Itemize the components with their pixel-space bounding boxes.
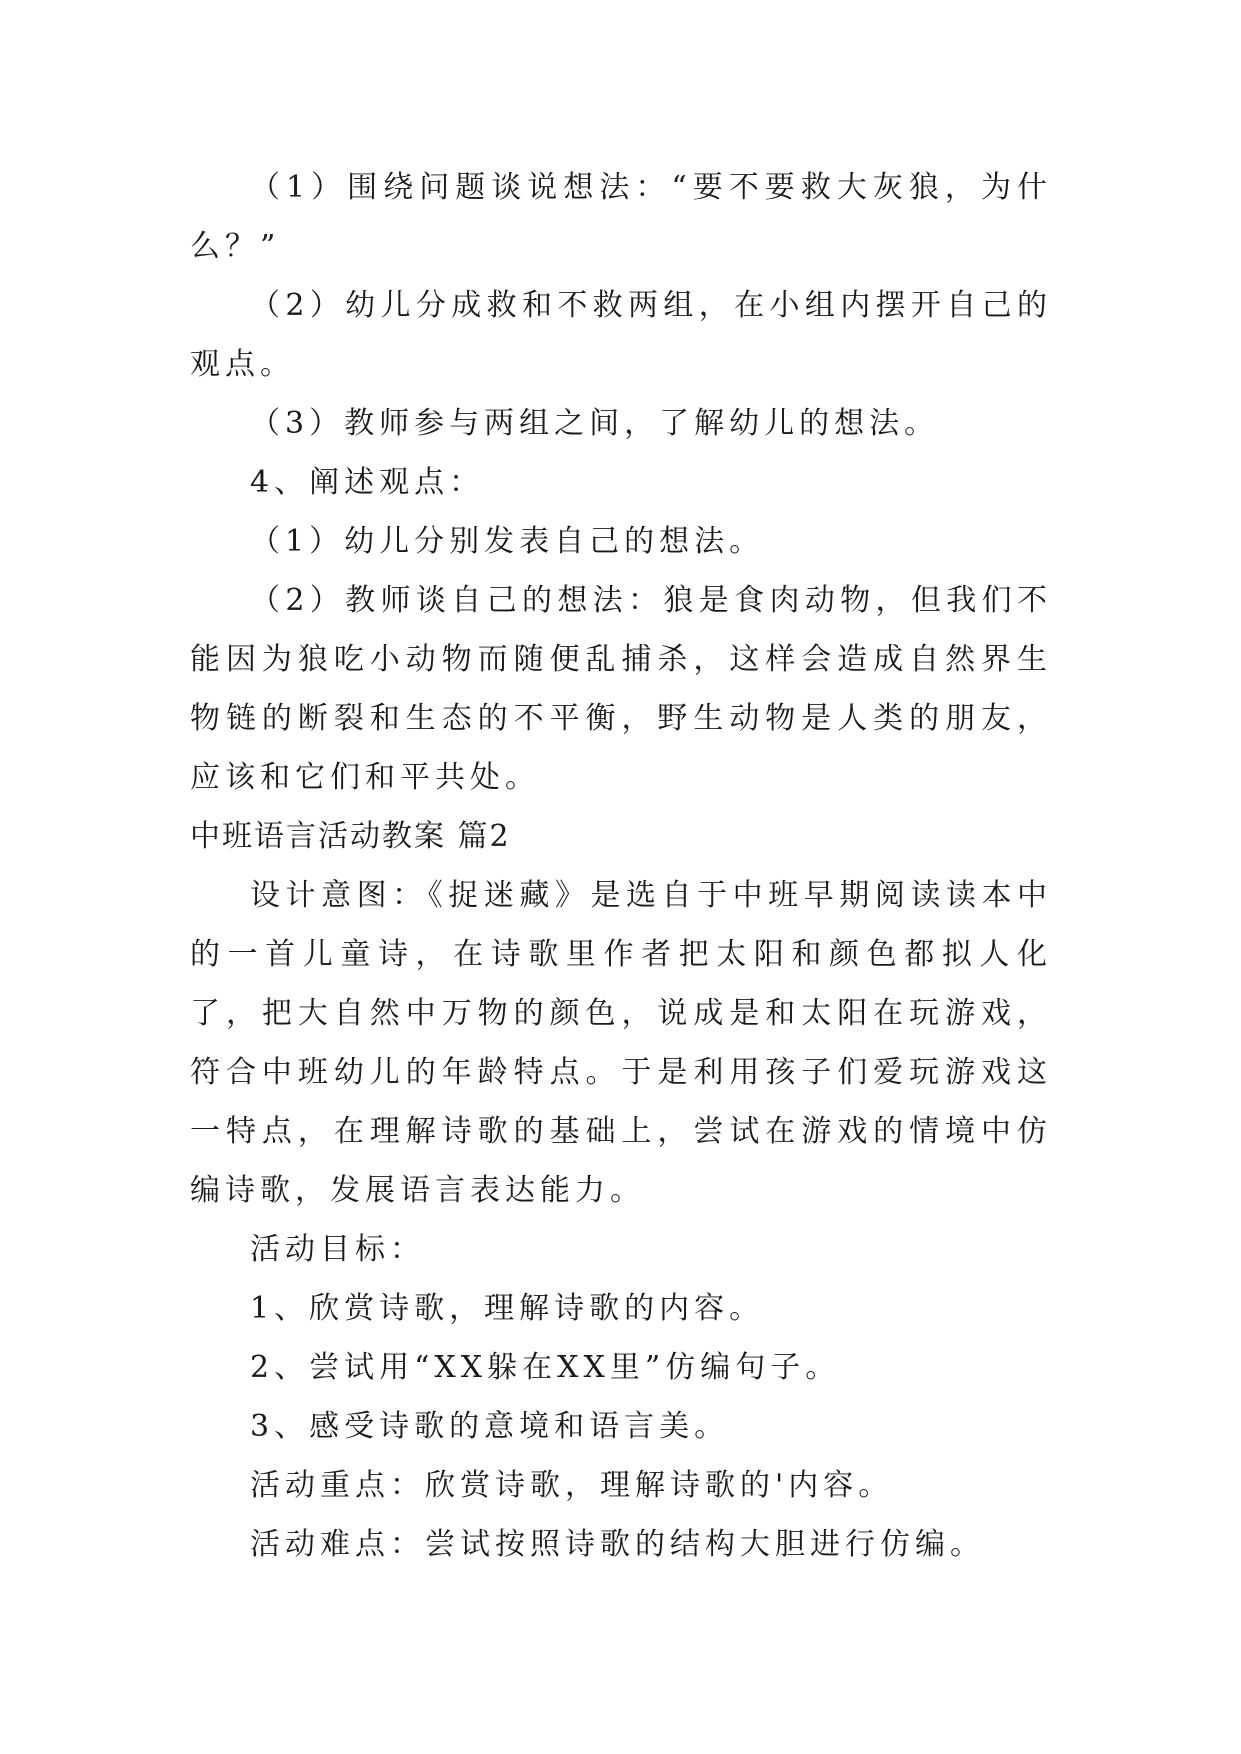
paragraph-key-point: 活动重点：欣赏诗歌，理解诗歌的'内容。 <box>250 1468 894 1503</box>
document-body <box>190 158 1052 1574</box>
paragraph-goal-3: 3、感受诗歌的意境和语言美。 <box>250 1409 730 1444</box>
paragraph-goal-1: 1、欣赏诗歌，理解诗歌的内容。 <box>250 1291 765 1326</box>
paragraph-difficulty: 活动难点：尝试按照诗歌的结构大胆进行仿编。 <box>250 1527 985 1562</box>
paragraph-design-intent: 设计意图：《捉迷藏》是选自于中班早期阅读读本中的一首儿童诗，在诗歌里作者把太阳和颜色都拟人化了，把大自然中万物的颜色，说成是和太阳在玩游戏，符合中班幼儿的年龄特点。于是利用孩子们爱玩游戏这一特点，在理解诗歌的基础上，尝试在游戏的情境中仿编诗歌，发展语言表达能力。 <box>190 878 1052 1208</box>
paragraph-children-share: （1）幼儿分别发表自己的想法。 <box>250 524 765 559</box>
paragraph-step-4: 4、阐述观点： <box>250 465 485 500</box>
paragraph-teacher-participate: （3）教师参与两组之间，了解幼儿的想法。 <box>250 406 940 441</box>
paragraph-group-split: （2）幼儿分成救和不救两组，在小组内摆开自己的观点。 <box>190 288 1052 382</box>
paragraph-goals-title: 活动目标： <box>250 1232 425 1267</box>
paragraph-goal-2: 2、尝试用“XX躲在XX里”仿编句子。 <box>250 1350 841 1385</box>
section-heading: 中班语言活动教案 篇2 <box>190 819 511 854</box>
paragraph-discuss-question: （1）围绕问题谈说想法：“要不要救大灰狼，为什么？” <box>190 170 1052 264</box>
paragraph-teacher-view: （2）教师谈自己的想法：狼是食肉动物，但我们不能因为狼吃小动物而随便乱捕杀，这样会造成自然界生物链的断裂和生态的不平衡，野生动物是人类的朋友，应该和它们和平共处。 <box>190 583 1052 795</box>
